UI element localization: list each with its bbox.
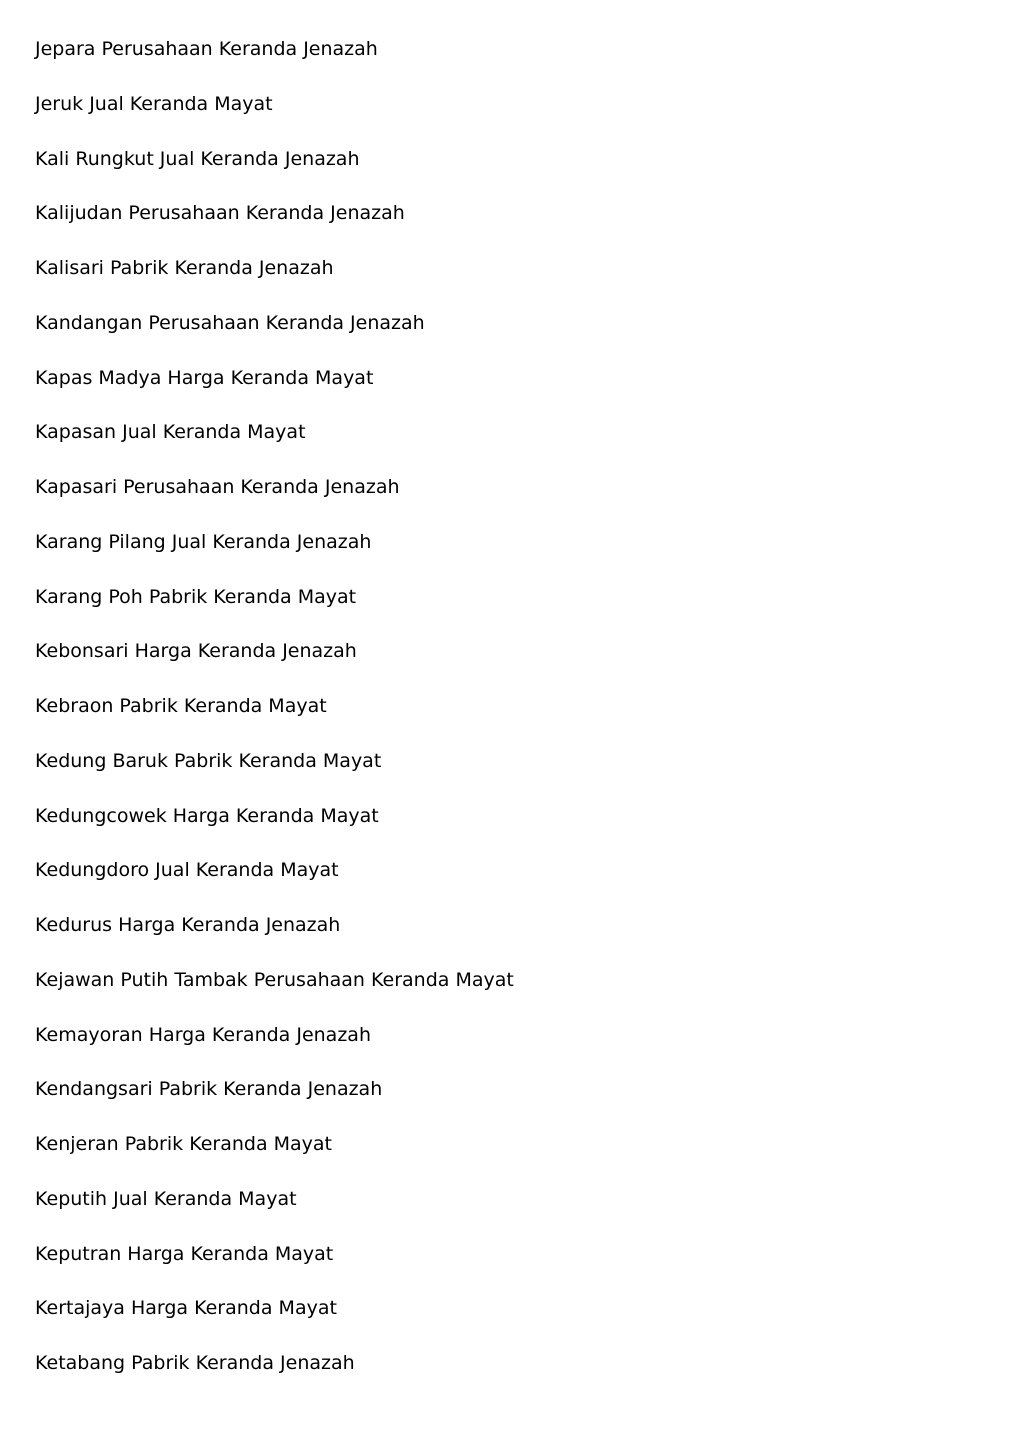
list-item: Kebonsari Harga Keranda Jenazah — [35, 640, 357, 663]
list-item: Kedungcowek Harga Keranda Mayat — [35, 804, 379, 827]
list-item: Kalisari Pabrik Keranda Jenazah — [35, 257, 334, 279]
list-item: Jeruk Jual Keranda Mayat — [35, 92, 273, 115]
list-item: Kali Rungkut Jual Keranda Jenazah — [35, 147, 360, 170]
list-item: Karang Pilang Jual Keranda Jenazah — [35, 530, 372, 553]
list-item: Kertajaya Harga Keranda Mayat — [35, 1297, 337, 1320]
list-item: Kedungdoro Jual Keranda Mayat — [35, 859, 339, 882]
list-item: Kalijudan Perusahaan Keranda Jenazah — [35, 202, 405, 225]
list-item: Kebraon Pabrik Keranda Mayat — [35, 695, 327, 717]
keyword-list — [35, 37, 514, 1406]
list-item: Kandangan Perusahaan Keranda Jenazah — [35, 311, 425, 334]
list-item: Keputih Jual Keranda Mayat — [35, 1187, 297, 1210]
list-item: Kemayoran Harga Keranda Jenazah — [35, 1023, 371, 1046]
list-item: Ketabang Pabrik Keranda Jenazah — [35, 1352, 355, 1374]
list-item: Kenjeran Pabrik Keranda Mayat — [35, 1133, 333, 1155]
list-item: Kejawan Putih Tambak Perusahaan Keranda Mayat — [35, 968, 514, 991]
list-item: Jepara Perusahaan Keranda Jenazah — [35, 38, 378, 60]
list-item: Kapasan Jual Keranda Mayat — [35, 421, 306, 444]
list-item: Kapas Madya Harga Keranda Mayat — [35, 366, 374, 389]
list-item: Kedung Baruk Pabrik Keranda Mayat — [35, 749, 382, 772]
list-item: Kedurus Harga Keranda Jenazah — [35, 914, 341, 936]
list-item: Keputran Harga Keranda Mayat — [35, 1242, 334, 1265]
list-item: Karang Poh Pabrik Keranda Mayat — [35, 585, 357, 608]
list-item: Kapasari Perusahaan Keranda Jenazah — [35, 476, 400, 498]
list-item: Kendangsari Pabrik Keranda Jenazah — [35, 1078, 383, 1101]
